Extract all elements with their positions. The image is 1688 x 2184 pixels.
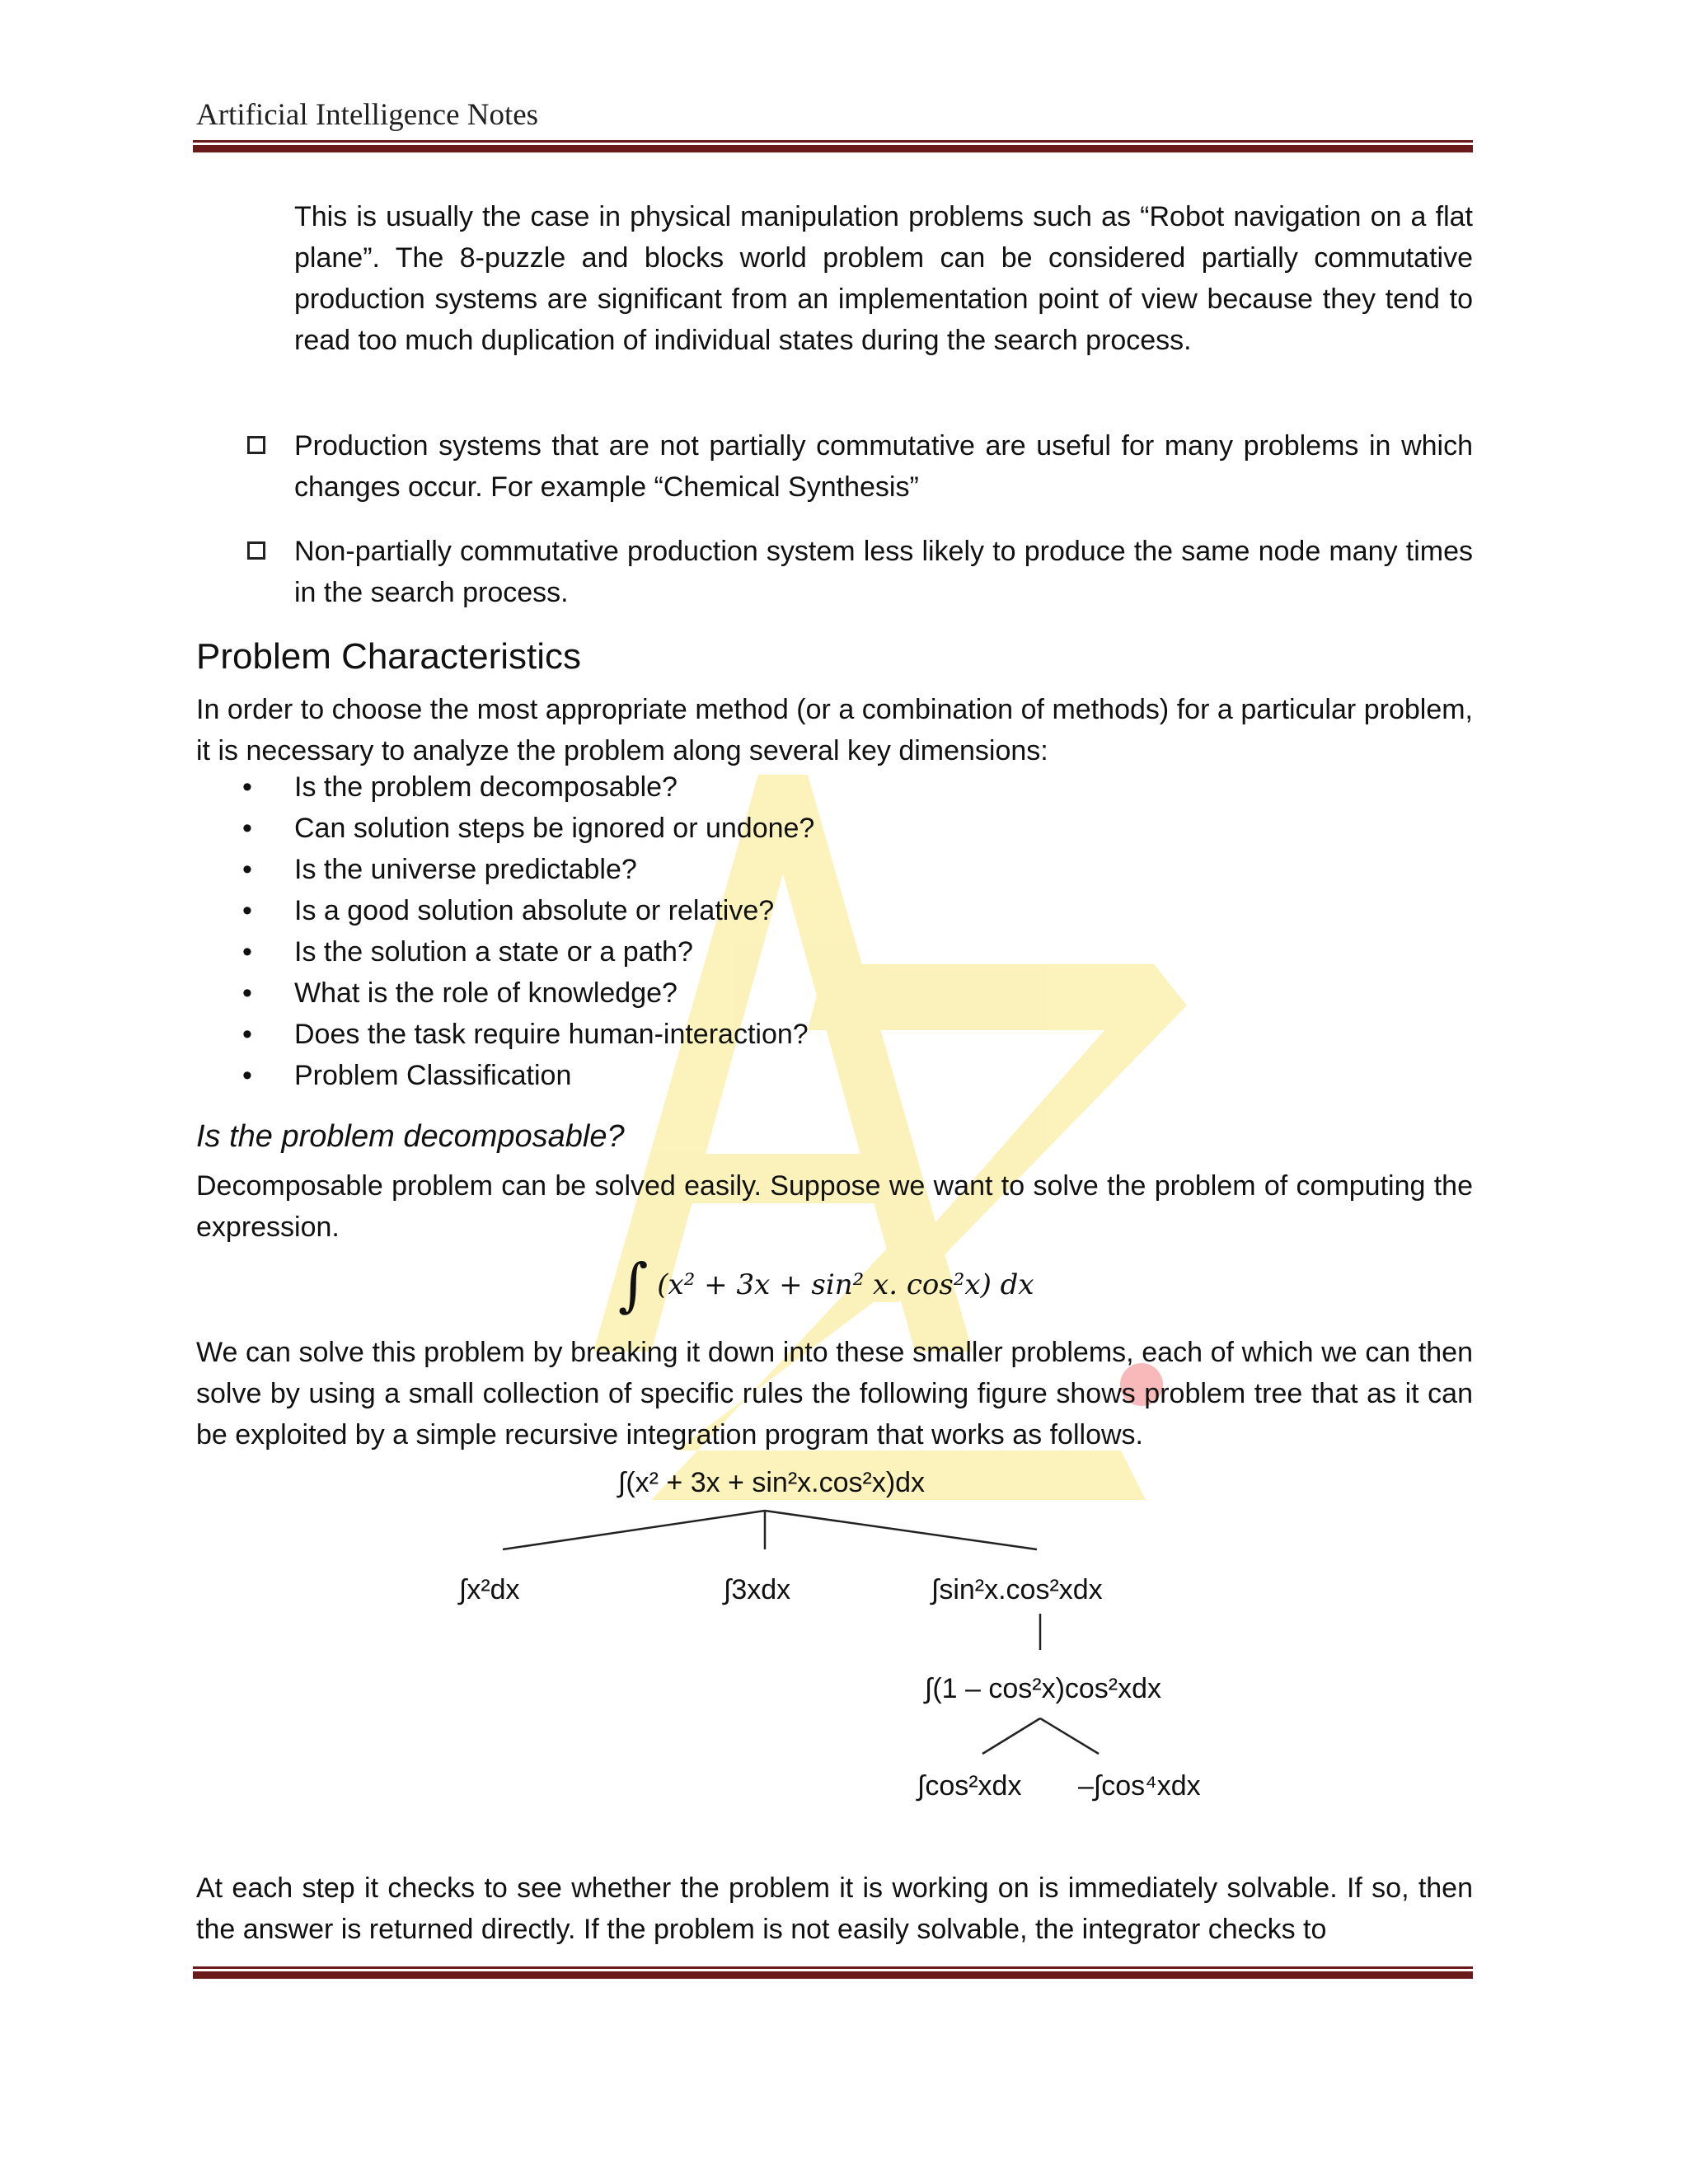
list-item: • Does the task require human-interaction? [196, 1014, 1473, 1055]
closing-paragraph: At each step it checks to see whether the problem it is working on is immediately solvable. If so, then the answer is returned directly. If the problem is not easily solvable, the integrator checks to [196, 1872, 1473, 1945]
list-item: • Is a good solution absolute or relative? [196, 890, 1473, 931]
tree-edge [503, 1511, 765, 1549]
bullet-icon: • [242, 936, 252, 968]
bullet-icon: • [242, 895, 252, 926]
bullet-icon: • [242, 771, 252, 803]
list-item: • What is the role of knowledge? [196, 972, 1473, 1014]
bullet-icon: • [242, 854, 252, 885]
tree-edge [982, 1718, 1040, 1754]
tree-node-right: ∫sin²x.cos²xdx [931, 1574, 1103, 1605]
bullet-icon: • [242, 1060, 252, 1091]
bullet-icon: • [242, 1019, 252, 1050]
section-intro-paragraph: In order to choose the most appropriate method (or a combination of methods) for a particular problem, it is necessary to analyze the problem along several key dimensions: [196, 694, 1473, 766]
tree-node-left: ∫x²dx [459, 1574, 520, 1605]
subsection-heading: Is the problem decomposable? [196, 1119, 625, 1154]
tree-edge [1040, 1718, 1099, 1754]
bullet-icon: • [242, 813, 252, 844]
tree-node-middle: ∫3xdx [724, 1574, 791, 1605]
section-heading: Problem Characteristics [196, 636, 582, 677]
subsection-paragraph-1: Decomposable problem can be solved easily. Suppose we want to solve the problem of computing the expression. [196, 1170, 1473, 1243]
subsection-paragraph-2: We can solve this problem by breaking it down into these smaller problems, each of which we can then solve by using a small collection of specific rules the following figure shows problem tree that as it can be exploited by a simple recursive integration program that works as follows. [196, 1337, 1473, 1451]
running-header-title: Artificial Intelligence Notes [196, 98, 539, 132]
box-bullet-text: Production systems that are not partially commutative are useful for many problems in which changes occur. For example “Chemical Synthesis” [294, 430, 1473, 503]
tree-node-grandchild: ∫(1 – cos²x)cos²xdx [925, 1673, 1162, 1704]
list-item: • Problem Classification [196, 1055, 1473, 1096]
intro-paragraph: This is usually the case in physical manipulation problems such as “Robot navigation on a flat plane”. The 8-puzzle and blocks world problem can be considered partially commutative production systems are significant from an implementation point of view because they tend to read too much duplication of individual states during the search process. [294, 201, 1473, 356]
list-item: • Can solution steps be ignored or undone? [196, 808, 1473, 849]
formula-expression: (x² + 3x + sin² x. cos²x) dx [657, 1268, 1034, 1301]
tree-root-node: ∫(x² + 3x + sin²x.cos²x)dx [618, 1467, 926, 1498]
integral-sign-icon: ∫ [618, 1251, 649, 1319]
tree-leaf-left: ∫cos²xdx [917, 1770, 1022, 1802]
bullet-icon: • [242, 977, 252, 1009]
footer-rule [193, 1966, 1473, 1979]
tree-edge [765, 1511, 1037, 1549]
list-item: • Is the problem decomposable? [196, 766, 1473, 808]
box-bullet-text: Non-partially commutative production system less likely to produce the same node many times in the search process. [294, 536, 1473, 608]
tree-leaf-right: –∫cos⁴xdx [1078, 1770, 1201, 1802]
list-item: • Is the solution a state or a path? [196, 931, 1473, 972]
list-item: • Is the universe predictable? [196, 849, 1473, 890]
